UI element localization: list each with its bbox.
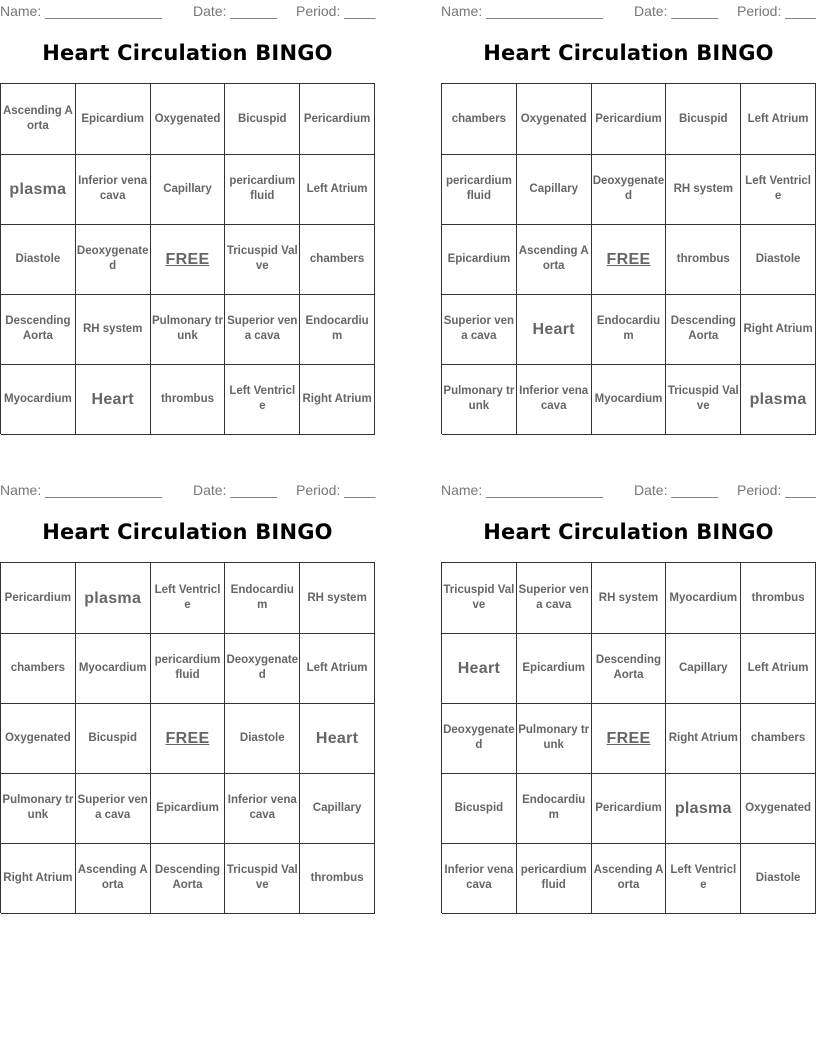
bingo-cell-text: Endocardium: [305, 315, 369, 342]
bingo-cell: [442, 633, 517, 704]
bingo-cell: [225, 294, 300, 365]
bingo-cell-text: Left Ventricle: [229, 385, 296, 412]
bingo-cell: [1, 703, 76, 774]
name-field-label: Name: _______________: [441, 482, 603, 498]
bingo-row: [442, 703, 816, 773]
bingo-cell-text: thrombus: [160, 392, 214, 405]
bingo-cell-text: Pulmonary trunk: [152, 315, 223, 342]
bingo-cell: [1, 224, 76, 295]
date-field-label: Date: ______: [634, 3, 719, 19]
name-field-label: Name: _______________: [0, 482, 162, 498]
bingo-cell-text: pericardium fluid: [229, 175, 296, 202]
bingo-cell: [442, 843, 517, 914]
bingo-cell-text: Heart: [457, 659, 501, 677]
bingo-cell: [666, 703, 741, 774]
bingo-cell-text: RH system: [673, 182, 734, 195]
bingo-cell: [225, 773, 300, 844]
bingo-cell-text: Left Ventricle: [745, 175, 811, 202]
bingo-cell: [300, 703, 375, 774]
bingo-cell-text: thrombus: [310, 871, 364, 884]
bingo-cell: [741, 364, 816, 435]
bingo-cell-text: Bicuspid: [88, 731, 137, 744]
bingo-cell-text: Diastole: [755, 871, 801, 884]
bingo-cell-text: Left Atrium: [306, 661, 368, 674]
bingo-cell: [517, 703, 592, 774]
bingo-cell: [592, 364, 667, 435]
bingo-cell-text: chambers: [451, 112, 507, 125]
bingo-cell-text: Descending Aorta: [670, 315, 736, 342]
bingo-cell-text: Inferior vena cava: [519, 385, 589, 412]
bingo-cell-text: Tricuspid Valve: [226, 864, 298, 891]
bingo-cell: [300, 154, 375, 225]
bingo-cell: [592, 773, 667, 844]
bingo-cell: [300, 563, 375, 634]
bingo-cell: [225, 843, 300, 914]
bingo-cell: [1, 294, 76, 365]
bingo-cell-text: Epicardium: [156, 801, 219, 814]
bingo-cell-text: Myocardium: [78, 661, 147, 674]
bingo-cell: [1, 773, 76, 844]
bingo-row: [442, 224, 816, 294]
card-title: Heart Circulation BINGO: [42, 520, 333, 544]
free-space-cell: [151, 224, 226, 295]
bingo-cell: [666, 294, 741, 365]
bingo-cell: [741, 633, 816, 704]
bingo-cell: [76, 154, 151, 225]
bingo-cell: [225, 364, 300, 435]
bingo-cell: [517, 633, 592, 704]
bingo-cell: [517, 154, 592, 225]
bingo-cell: [151, 633, 226, 704]
bingo-cell: [666, 563, 741, 634]
bingo-cell-text: pericardium fluid: [154, 654, 221, 681]
bingo-row: [1, 703, 375, 773]
bingo-cell-text: plasma: [9, 180, 67, 198]
name-field-label: Name: _______________: [0, 3, 162, 19]
bingo-cell: [225, 224, 300, 295]
bingo-cell: [666, 154, 741, 225]
bingo-cell: [1, 154, 76, 225]
bingo-row: [1, 224, 375, 294]
bingo-cell: [442, 773, 517, 844]
bingo-cell: [225, 154, 300, 225]
bingo-cell-text: Right Atrium: [743, 322, 813, 335]
bingo-cell: [592, 633, 667, 704]
bingo-cell: [442, 224, 517, 295]
period-field-label: Period: ____: [296, 3, 376, 19]
bingo-cell: [442, 84, 517, 155]
bingo-cell: [442, 294, 517, 365]
period-field-label: Period: ____: [737, 482, 816, 498]
bingo-cell-text: Inferior vena cava: [227, 794, 297, 821]
card-title: Heart Circulation BINGO: [483, 41, 774, 65]
bingo-cell: [666, 773, 741, 844]
bingo-cell: [741, 294, 816, 365]
bingo-cell-text: Pulmonary trunk: [518, 724, 590, 751]
bingo-grid: [0, 83, 375, 434]
bingo-cell: [300, 224, 375, 295]
bingo-cell: [741, 563, 816, 634]
free-space-cell: [592, 703, 667, 774]
bingo-cell: [151, 84, 226, 155]
bingo-cell-text: Descending Aorta: [595, 654, 662, 681]
bingo-cell-text: FREE: [606, 729, 651, 747]
bingo-row: [442, 84, 816, 154]
bingo-cell: [76, 294, 151, 365]
card-header: [0, 482, 375, 498]
bingo-cell-text: Deoxygenated: [76, 245, 149, 272]
bingo-cell: [592, 294, 667, 365]
bingo-cell: [517, 563, 592, 634]
bingo-cell-text: Oxygenated: [4, 731, 71, 744]
bingo-cell-text: Superior vena cava: [77, 794, 148, 821]
bingo-cell: [517, 84, 592, 155]
bingo-cell: [442, 364, 517, 435]
bingo-cell: [666, 364, 741, 435]
bingo-cell: [666, 84, 741, 155]
bingo-cell: [666, 633, 741, 704]
bingo-cell: [225, 703, 300, 774]
bingo-cell-text: Deoxygenated: [226, 654, 299, 681]
bingo-cell: [300, 633, 375, 704]
bingo-cell-text: FREE: [606, 250, 651, 268]
bingo-cell: [300, 364, 375, 435]
bingo-row: [1, 84, 375, 154]
bingo-cell: [517, 364, 592, 435]
bingo-cell-text: RH system: [82, 322, 143, 335]
bingo-cell-text: Epicardium: [81, 112, 145, 125]
free-space-cell: [151, 703, 226, 774]
bingo-cell-text: Capillary: [163, 182, 212, 195]
bingo-cell-text: Bicuspid: [679, 112, 728, 125]
bingo-cell: [1, 843, 76, 914]
bingo-row: [442, 633, 816, 703]
bingo-row: [442, 773, 816, 843]
bingo-cell: [76, 703, 151, 774]
bingo-cell: [517, 843, 592, 914]
bingo-cell: [300, 773, 375, 844]
bingo-cell: [442, 703, 517, 774]
bingo-cell: [225, 84, 300, 155]
bingo-cell-text: plasma: [674, 799, 732, 817]
bingo-cell: [666, 224, 741, 295]
bingo-cell-text: Inferior vena cava: [444, 864, 514, 891]
bingo-cell: [1, 364, 76, 435]
bingo-cell: [300, 84, 375, 155]
bingo-cell: [225, 633, 300, 704]
bingo-grid: [0, 562, 375, 913]
bingo-cell-text: Pericardium: [4, 591, 72, 604]
bingo-row: [1, 843, 375, 913]
bingo-cell-text: pericardium fluid: [520, 864, 587, 891]
bingo-cell: [741, 773, 816, 844]
bingo-cell-text: Tricuspid Valve: [443, 584, 515, 611]
bingo-cell-text: Ascending Aorta: [593, 864, 664, 891]
bingo-cell: [151, 843, 226, 914]
bingo-cell-text: Diastole: [755, 252, 801, 265]
bingo-cell: [151, 294, 226, 365]
bingo-cell-text: plasma: [84, 589, 142, 607]
bingo-cell-text: Heart: [91, 390, 134, 408]
bingo-row: [1, 294, 375, 364]
bingo-cell: [741, 84, 816, 155]
bingo-cell-text: Left Atrium: [306, 182, 368, 195]
bingo-cell-text: Pericardium: [595, 801, 662, 814]
bingo-cell-text: Tricuspid Valve: [667, 385, 739, 412]
bingo-cell: [76, 224, 151, 295]
bingo-cell-text: Capillary: [679, 661, 728, 674]
bingo-cell-text: Diastole: [15, 252, 61, 265]
bingo-cell: [151, 154, 226, 225]
bingo-row: [1, 364, 375, 434]
bingo-cell: [300, 294, 375, 365]
bingo-cell-text: Tricuspid Valve: [226, 245, 298, 272]
card-header: [441, 482, 816, 498]
bingo-cell: [442, 154, 517, 225]
bingo-cell: [76, 364, 151, 435]
bingo-cell-text: Myocardium: [594, 392, 663, 405]
bingo-cell-text: Heart: [532, 320, 575, 338]
bingo-cell-text: Bicuspid: [238, 112, 287, 125]
bingo-cell-text: chambers: [10, 661, 66, 674]
period-field-label: Period: ____: [737, 3, 816, 19]
bingo-cell: [741, 843, 816, 914]
bingo-cell-text: Inferior vena cava: [78, 175, 148, 202]
bingo-cell-text: Descending Aorta: [5, 315, 71, 342]
bingo-cell: [76, 563, 151, 634]
bingo-cell-text: Myocardium: [669, 591, 738, 604]
card-header: [441, 3, 816, 19]
bingo-cell: [76, 843, 151, 914]
bingo-cell-text: Capillary: [312, 801, 362, 814]
bingo-cell: [666, 843, 741, 914]
bingo-cell: [741, 224, 816, 295]
bingo-cell: [442, 563, 517, 634]
bingo-cell-text: Myocardium: [4, 392, 72, 405]
bingo-cell-text: Superior vena cava: [518, 584, 589, 611]
bingo-cell-text: Epicardium: [447, 252, 511, 265]
bingo-cell: [592, 843, 667, 914]
bingo-cell-text: Ascending Aorta: [2, 105, 73, 132]
bingo-cell-text: Diastole: [239, 731, 285, 744]
date-field-label: Date: ______: [634, 482, 719, 498]
bingo-cell: [225, 563, 300, 634]
bingo-row: [442, 364, 816, 434]
bingo-cell-text: plasma: [749, 390, 807, 408]
bingo-grid: [441, 83, 816, 434]
bingo-cell-text: Bicuspid: [454, 801, 504, 814]
bingo-cell-text: Right Atrium: [668, 731, 738, 744]
bingo-cell-text: Superior vena cava: [443, 315, 515, 342]
bingo-row: [1, 633, 375, 703]
card-header: [0, 3, 375, 19]
bingo-row: [1, 773, 375, 843]
bingo-cell-text: Right Atrium: [302, 392, 372, 405]
bingo-cell-text: Oxygenated: [745, 801, 811, 814]
period-field-label: Period: ____: [296, 482, 376, 498]
bingo-cell: [1, 633, 76, 704]
bingo-cell-text: Heart: [315, 729, 359, 747]
bingo-cell-text: Ascending Aorta: [77, 864, 148, 891]
bingo-cell: [517, 224, 592, 295]
bingo-cell: [592, 154, 667, 225]
bingo-cell-text: Pulmonary trunk: [443, 385, 515, 412]
bingo-cell: [151, 773, 226, 844]
bingo-cell: [1, 563, 76, 634]
bingo-cell: [517, 773, 592, 844]
bingo-cell: [76, 773, 151, 844]
bingo-cell-text: chambers: [309, 252, 365, 265]
bingo-cell: [1, 84, 76, 155]
card-title: Heart Circulation BINGO: [42, 41, 333, 65]
bingo-cell-text: Superior vena cava: [227, 315, 298, 342]
date-field-label: Date: ______: [193, 3, 278, 19]
bingo-cell-text: Endocardium: [522, 794, 586, 821]
bingo-cell-text: Epicardium: [522, 661, 586, 674]
bingo-cell-text: Capillary: [529, 182, 578, 195]
card-title: Heart Circulation BINGO: [483, 520, 774, 544]
bingo-cell-text: Oxygenated: [154, 112, 221, 125]
bingo-cell-text: Left Atrium: [747, 661, 809, 674]
bingo-cell-text: Right Atrium: [3, 871, 73, 884]
bingo-cell: [76, 633, 151, 704]
bingo-cell-text: Pulmonary trunk: [2, 794, 74, 821]
bingo-cell-text: chambers: [750, 731, 806, 744]
bingo-row: [1, 563, 375, 633]
name-field-label: Name: _______________: [441, 3, 603, 19]
bingo-cell: [151, 364, 226, 435]
bingo-row: [1, 154, 375, 224]
bingo-cell-text: thrombus: [751, 591, 805, 604]
bingo-cell-text: Deoxygenated: [592, 175, 665, 202]
bingo-cell: [592, 84, 667, 155]
bingo-cell-text: Oxygenated: [520, 112, 587, 125]
bingo-cell-text: Endocardium: [230, 584, 294, 611]
bingo-cell-text: Descending Aorta: [154, 864, 221, 891]
free-space-cell: [592, 224, 667, 295]
bingo-row: [442, 154, 816, 224]
bingo-cell-text: Ascending Aorta: [518, 245, 589, 272]
bingo-cell-text: RH system: [598, 591, 659, 604]
bingo-cell-text: Pericardium: [595, 112, 662, 125]
date-field-label: Date: ______: [193, 482, 278, 498]
bingo-cell-text: Left Ventricle: [670, 864, 737, 891]
bingo-cell: [517, 294, 592, 365]
bingo-cell-text: Left Ventricle: [154, 584, 221, 611]
bingo-cell-text: Left Atrium: [747, 112, 809, 125]
bingo-cell-text: FREE: [165, 729, 210, 747]
bingo-grid: [441, 562, 816, 913]
bingo-row: [442, 563, 816, 633]
bingo-cell-text: Deoxygenated: [443, 724, 515, 751]
bingo-cell: [76, 84, 151, 155]
bingo-cell-text: Endocardium: [596, 315, 661, 342]
bingo-cell: [151, 563, 226, 634]
bingo-cell: [592, 563, 667, 634]
bingo-cell: [741, 154, 816, 225]
bingo-cell-text: RH system: [307, 591, 367, 604]
bingo-row: [442, 294, 816, 364]
bingo-cell-text: thrombus: [676, 252, 730, 265]
bingo-cell-text: pericardium fluid: [445, 175, 512, 202]
bingo-cell: [300, 843, 375, 914]
bingo-cell-text: FREE: [165, 250, 210, 268]
bingo-cell: [741, 703, 816, 774]
bingo-cell-text: Pericardium: [303, 112, 371, 125]
bingo-row: [442, 843, 816, 913]
